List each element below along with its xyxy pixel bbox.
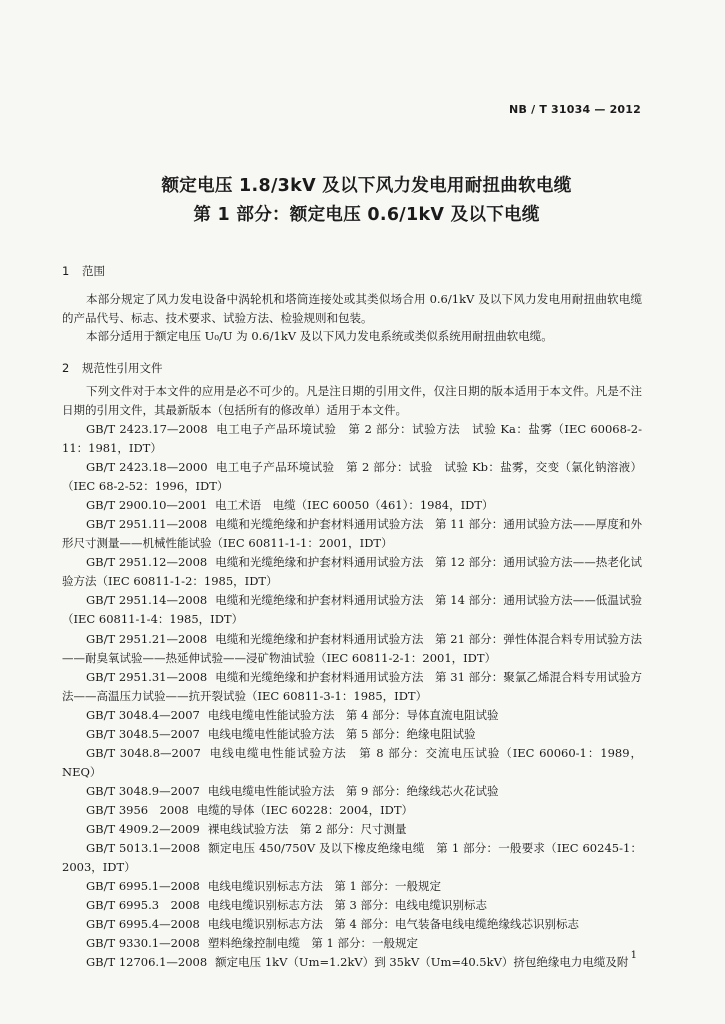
reference-text: 电缆和光缆绝缘和护套材料通用试验方法 第 12 部分：通用试验方法——热老化试验方法（IEC 60811-1-2：1985，IDT） xyxy=(62,555,642,589)
reference-item xyxy=(62,915,642,934)
reference-item xyxy=(62,839,642,877)
section-number: 2 xyxy=(62,361,70,375)
reference-code: GB/T 12706.1—2008 xyxy=(86,955,208,970)
page-number: 1 xyxy=(630,950,637,961)
reference-code: GB/T 3048.4—2007 xyxy=(86,707,200,722)
reference-item xyxy=(62,668,642,706)
reference-text: 电线电缆电性能试验方法 第 4 部分：导体直流电阻试验 xyxy=(207,707,499,722)
reference-text: 电线电缆识别标志方法 第 4 部分：电气装备电线电缆绝缘线芯识别标志 xyxy=(207,917,579,932)
reference-item xyxy=(62,953,642,972)
reference-text: 电缆和光缆绝缘和护套材料通用试验方法 第 31 部分：聚氯乙烯混合料专用试验方法——高温压力试验——抗开裂试验（IEC 60811-3-1：1985，IDT） xyxy=(62,669,642,703)
reference-code: GB/T 3048.9—2007 xyxy=(86,783,200,798)
reference-text: 电线电缆电性能试验方法 第 9 部分：绝缘线芯火花试验 xyxy=(207,783,499,798)
reference-code: GB/T 2951.12—2008 xyxy=(86,555,208,570)
reference-item xyxy=(62,591,642,629)
normative-intro: 下列文件对于本文件的应用是必不可少的。凡是注日期的引用文件，仅注日期的版本适用于本文件。凡是不注日期的引用文件，其最新版本（包括所有的修改单）适用于本文件。 xyxy=(62,384,642,418)
scope-paragraph-2: 本部分适用于额定电压 U₀/U 为 0.6/1kV 及以下风力发电系统或类似系统用耐扭曲软电缆。 xyxy=(86,329,553,343)
section-heading-normative xyxy=(62,360,163,376)
reference-code: GB/T 4909.2—2009 xyxy=(86,821,200,836)
reference-text: 电工术语 电缆（IEC 60050（461）：1984，IDT） xyxy=(215,498,494,513)
standard-number: NB / T 31034 — 2012 xyxy=(509,103,641,116)
reference-text: 电线电缆电性能试验方法 第 5 部分：绝缘电阻试验 xyxy=(207,726,476,741)
document-title-line1: 额定电压 1.8/3kV 及以下风力发电用耐扭曲软电缆 xyxy=(161,176,572,196)
reference-text: 电缆和光缆绝缘和护套材料通用试验方法 第 21 部分：弹性体混合料专用试验方法——耐臭氧试验——热延伸试验——浸矿物油试验（IEC 60811-2-1：2001，IDT） xyxy=(62,631,642,665)
reference-code: GB/T 5013.1—2008 xyxy=(86,841,201,856)
reference-item xyxy=(62,553,642,591)
reference-item xyxy=(62,458,642,496)
section-heading-scope xyxy=(62,263,105,279)
reference-code: GB/T 2423.17—2008 xyxy=(86,422,208,436)
reference-code: GB/T 2951.21—2008 xyxy=(86,631,208,646)
reference-item xyxy=(62,630,642,668)
reference-item xyxy=(62,877,642,896)
reference-code: GB/T 3048.8—2007 xyxy=(86,745,201,760)
reference-text: 电工电子产品环境试验 第 2 部分：试验 试验 Kb：盐雾，交变（氯化钠溶液）（IEC 68-2-52：1996，IDT） xyxy=(62,460,642,494)
reference-text: 裸电线试验方法 第 2 部分：尺寸测量 xyxy=(207,821,407,836)
reference-text: 电线电缆识别标志方法 第 3 部分：电线电缆识别标志 xyxy=(207,898,487,913)
reference-item xyxy=(62,420,642,458)
reference-item xyxy=(62,820,642,839)
section-number: 1 xyxy=(62,264,70,278)
reference-code: GB/T 2900.10—2001 xyxy=(86,498,208,513)
reference-item xyxy=(62,782,642,801)
reference-text: 电线电缆电性能试验方法 第 8 部分：交流电压试验（IEC 60060-1：1989，NEQ） xyxy=(62,745,643,779)
reference-code: GB/T 6995.3 2008 xyxy=(86,898,200,913)
reference-code: GB/T 6995.1—2008 xyxy=(86,879,200,894)
reference-item xyxy=(62,725,642,744)
reference-text: 电工电子产品环境试验 第 2 部分：试验方法 试验 Ka：盐雾（IEC 60068-2-11：1981，IDT） xyxy=(62,422,642,456)
reference-text: 电缆的导体（IEC 60228：2004，IDT） xyxy=(196,802,414,817)
reference-code: GB/T 3048.5—2007 xyxy=(86,726,200,741)
reference-item xyxy=(62,896,642,915)
reference-item xyxy=(62,706,642,725)
reference-list xyxy=(62,420,642,972)
reference-code: GB/T 2951.14—2008 xyxy=(86,593,208,608)
scope-paragraph-1: 本部分规定了风力发电设备中涡轮机和塔筒连接处或其类似场合用 0.6/1kV 及以下风力发电用耐扭曲软电缆的产品代号、标志、技术要求、试验方法、检验规则和包装。 xyxy=(62,292,642,326)
reference-code: GB/T 9330.1—2008 xyxy=(86,936,200,951)
reference-code: GB/T 6995.4—2008 xyxy=(86,917,200,932)
reference-code: GB/T 3956 2008 xyxy=(86,802,189,817)
reference-item xyxy=(62,934,642,953)
reference-text: 电缆和光缆绝缘和护套材料通用试验方法 第 11 部分：通用试验方法——厚度和外形尺寸测量——机械性能试验（IEC 60811-1-1：2001，IDT） xyxy=(62,517,642,551)
reference-text: 额定电压 450/750V 及以下橡皮绝缘电缆 第 1 部分：一般要求（IEC 60245-1：2003，IDT） xyxy=(62,841,642,875)
reference-text: 电缆和光缆绝缘和护套材料通用试验方法 第 14 部分：通用试验方法——低温试验（IEC 60811-1-4：1985，IDT） xyxy=(62,593,642,627)
document-title-line2: 第 1 部分：额定电压 0.6/1kV 及以下电缆 xyxy=(193,205,540,225)
reference-item xyxy=(62,515,642,553)
reference-text: 额定电压 1kV（Um=1.2kV）到 35kV（Um=40.5kV）挤包绝缘电力电缆及附 xyxy=(215,955,629,970)
reference-text: 电线电缆识别标志方法 第 1 部分：一般规定 xyxy=(207,879,441,894)
reference-code: GB/T 2951.11—2008 xyxy=(86,517,208,532)
reference-item xyxy=(62,801,642,820)
section-title: 范围 xyxy=(82,264,105,278)
section-title: 规范性引用文件 xyxy=(82,361,163,375)
reference-code: GB/T 2951.31—2008 xyxy=(86,669,208,684)
reference-item xyxy=(62,496,642,515)
reference-code: GB/T 2423.18—2000 xyxy=(86,460,208,475)
reference-item xyxy=(62,744,642,782)
reference-text: 塑料绝缘控制电缆 第 1 部分：一般规定 xyxy=(207,936,418,951)
